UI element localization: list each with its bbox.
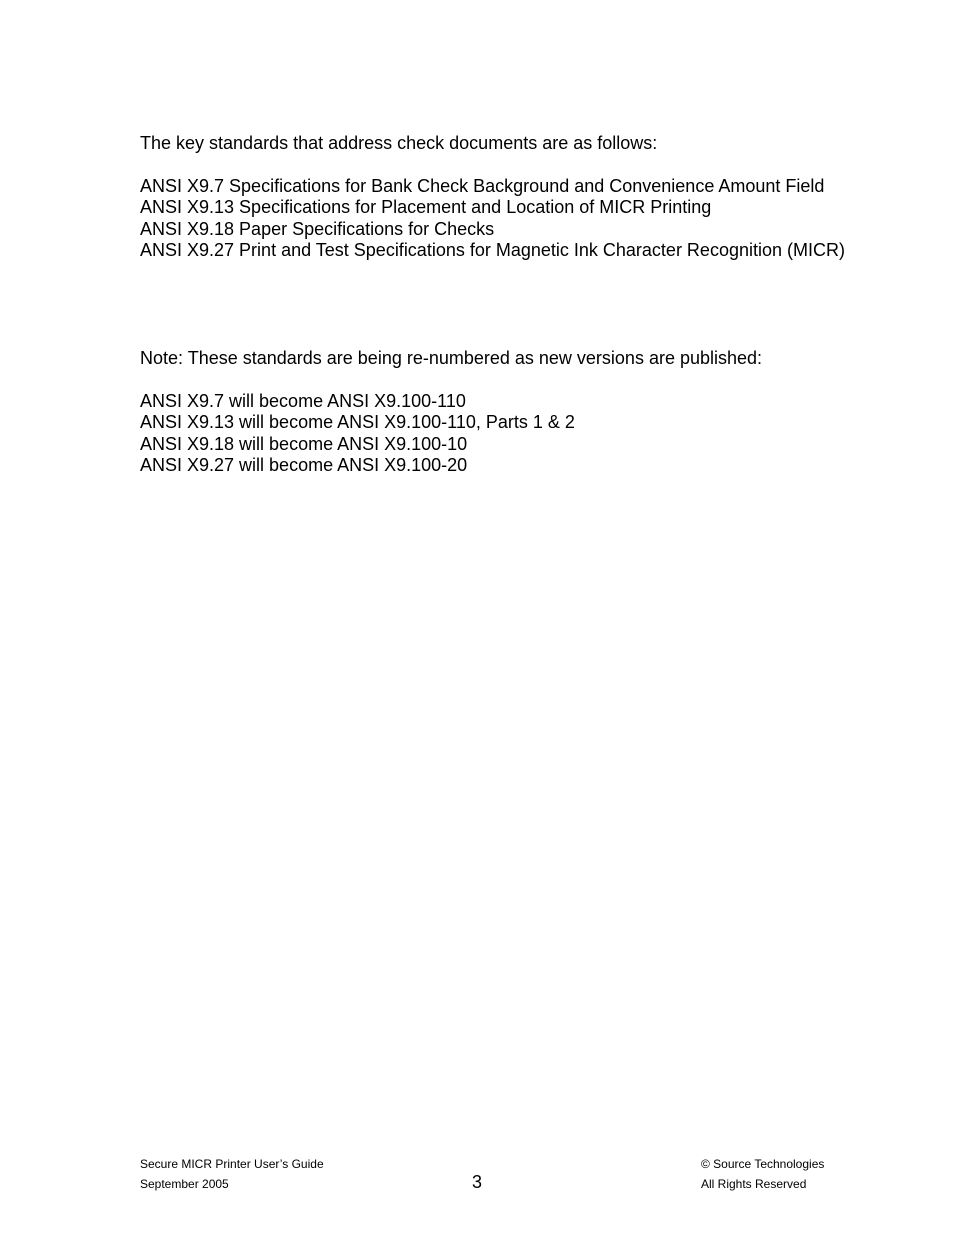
intro-paragraph: The key standards that address check documents are as follows: <box>140 133 658 153</box>
footer-guide-title: Secure MICR Printer User’s Guide <box>140 1157 324 1171</box>
footer-right <box>701 1154 824 1194</box>
renumbering-item: ANSI X9.7 will become ANSI X9.100-110 <box>140 391 466 411</box>
footer-date: September 2005 <box>140 1177 229 1191</box>
renumbering-list <box>140 391 575 477</box>
footer-rights: All Rights Reserved <box>701 1177 807 1191</box>
standard-item: ANSI X9.7 Specifications for Bank Check Background and Convenience Amount Field <box>140 176 825 196</box>
renumbering-item: ANSI X9.27 will become ANSI X9.100-20 <box>140 455 468 476</box>
standard-item: ANSI X9.13 Specifications for Placement and Location of MICR Printing <box>140 197 712 218</box>
renumbering-item: ANSI X9.13 will become ANSI X9.100-110, Parts 1 & 2 <box>140 412 575 433</box>
page-number: 3 <box>471 1172 482 1192</box>
renumbering-item: ANSI X9.18 will become ANSI X9.100-10 <box>140 433 468 454</box>
footer-copyright: © Source Technologies <box>701 1157 825 1171</box>
standard-item: ANSI X9.27 Print and Test Specifications for Magnetic Ink Character Recognition (MICR) <box>140 240 845 261</box>
standard-item: ANSI X9.18 Paper Specifications for Checks <box>140 218 495 239</box>
standards-list <box>140 176 845 262</box>
note-paragraph: Note: These standards are being re-numbered as new versions are published: <box>140 348 763 368</box>
